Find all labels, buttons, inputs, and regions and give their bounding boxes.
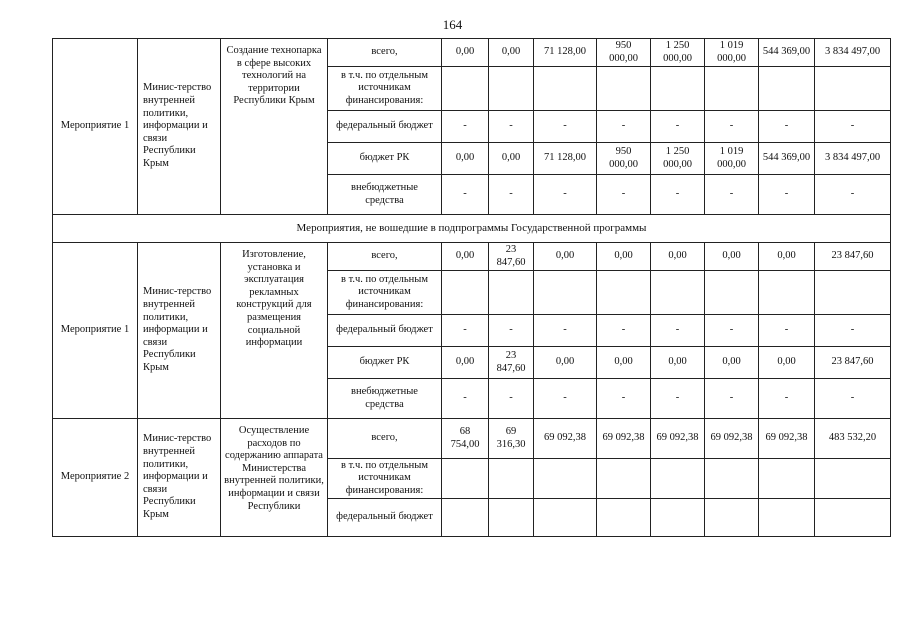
value-cell: - <box>815 175 891 215</box>
value-cell <box>705 271 759 315</box>
value-cell: 3 834 497,00 <box>815 39 891 67</box>
value-cell: 0,00 <box>489 39 534 67</box>
value-cell: - <box>442 111 489 143</box>
value-cell: 950 000,00 <box>597 143 651 175</box>
value-cell: 1 019 000,00 <box>705 39 759 67</box>
value-cell: 0,00 <box>759 243 815 271</box>
value-cell: - <box>705 379 759 419</box>
source-federal-budget: федеральный бюджет <box>328 499 442 537</box>
activity-cell: Мероприятие 1 <box>53 39 138 215</box>
value-cell <box>815 459 891 499</box>
value-cell: 1 250 000,00 <box>651 143 705 175</box>
value-cell: 0,00 <box>489 143 534 175</box>
value-cell: 69 092,38 <box>651 419 705 459</box>
source-rk-budget: бюджет РК <box>328 143 442 175</box>
value-cell: 71 128,00 <box>534 39 597 67</box>
value-cell: 23 847,60 <box>815 243 891 271</box>
value-cell: - <box>815 379 891 419</box>
value-cell: - <box>651 315 705 347</box>
value-cell <box>489 271 534 315</box>
value-cell: - <box>534 175 597 215</box>
value-cell: - <box>759 315 815 347</box>
source-total: всего, <box>328 419 442 459</box>
value-cell: - <box>759 379 815 419</box>
value-cell: - <box>651 379 705 419</box>
source-extrabudgetary: внебюджетные средства <box>328 379 442 419</box>
value-cell: 69 092,38 <box>705 419 759 459</box>
value-cell <box>759 459 815 499</box>
ministry-cell: Минис-терство внутренней политики, информации и связи Республики Крым <box>138 243 221 419</box>
value-cell: 68 754,00 <box>442 419 489 459</box>
value-cell <box>759 67 815 111</box>
value-cell <box>534 67 597 111</box>
value-cell: 483 532,20 <box>815 419 891 459</box>
value-cell <box>705 459 759 499</box>
value-cell <box>534 499 597 537</box>
value-cell: - <box>597 315 651 347</box>
value-cell: 23 847,60 <box>815 347 891 379</box>
value-cell: - <box>489 379 534 419</box>
value-cell: - <box>489 175 534 215</box>
value-cell: 0,00 <box>442 347 489 379</box>
value-cell <box>534 271 597 315</box>
value-cell: - <box>759 111 815 143</box>
table-row <box>53 39 891 67</box>
value-cell <box>489 459 534 499</box>
value-cell <box>442 459 489 499</box>
value-cell: 0,00 <box>705 347 759 379</box>
value-cell: 0,00 <box>534 243 597 271</box>
value-cell <box>489 499 534 537</box>
value-cell: 69 092,38 <box>534 419 597 459</box>
source-breakdown: в т.ч. по отдельным источникам финансирования: <box>328 67 442 111</box>
table-body <box>53 39 891 537</box>
value-cell <box>759 271 815 315</box>
value-cell: - <box>651 111 705 143</box>
value-cell: 0,00 <box>442 143 489 175</box>
source-rk-budget: бюджет РК <box>328 347 442 379</box>
value-cell: 1 019 000,00 <box>705 143 759 175</box>
value-cell: - <box>815 315 891 347</box>
value-cell <box>442 271 489 315</box>
value-cell: - <box>705 315 759 347</box>
value-cell <box>651 499 705 537</box>
value-cell <box>597 459 651 499</box>
value-cell: 69 316,30 <box>489 419 534 459</box>
value-cell: - <box>597 175 651 215</box>
value-cell: - <box>705 111 759 143</box>
value-cell <box>534 459 597 499</box>
table-row <box>53 419 891 459</box>
section-heading: Мероприятия, не вошедшие в подпрограммы Государственной программы <box>53 215 891 243</box>
budget-table <box>52 38 891 537</box>
description-cell: Создание технопарка в сфере высоких технологий на территории Республики Крым <box>221 39 328 215</box>
value-cell: - <box>442 379 489 419</box>
value-cell: 69 092,38 <box>597 419 651 459</box>
source-breakdown: в т.ч. по отдельным источникам финансирования: <box>328 271 442 315</box>
value-cell: 1 250 000,00 <box>651 39 705 67</box>
value-cell: - <box>815 111 891 143</box>
page-number: 164 <box>442 17 463 32</box>
value-cell: - <box>534 379 597 419</box>
ministry-cell: Минис-терство внутренней политики, информации и связи Республики Крым <box>138 419 221 537</box>
value-cell <box>442 67 489 111</box>
value-cell: 23 847,60 <box>489 347 534 379</box>
value-cell: - <box>489 315 534 347</box>
value-cell: 0,00 <box>759 347 815 379</box>
value-cell: - <box>759 175 815 215</box>
source-federal-budget: федеральный бюджет <box>328 111 442 143</box>
value-cell: 0,00 <box>651 243 705 271</box>
value-cell: 3 834 497,00 <box>815 143 891 175</box>
value-cell: - <box>651 175 705 215</box>
value-cell: 0,00 <box>705 243 759 271</box>
value-cell: 950 000,00 <box>597 39 651 67</box>
section-row <box>53 215 891 243</box>
value-cell: 23 847,60 <box>489 243 534 271</box>
value-cell <box>597 271 651 315</box>
value-cell <box>759 499 815 537</box>
value-cell <box>815 499 891 537</box>
value-cell: - <box>597 379 651 419</box>
value-cell: 0,00 <box>442 243 489 271</box>
source-federal-budget: федеральный бюджет <box>328 315 442 347</box>
description-cell: Изготовление, установка и эксплуатация рекламных конструкций для размещения социальной информации <box>221 243 328 419</box>
value-cell: - <box>442 315 489 347</box>
value-cell: 0,00 <box>597 347 651 379</box>
source-extrabudgetary: внебюджетные средства <box>328 175 442 215</box>
value-cell: 0,00 <box>651 347 705 379</box>
description-cell: Осуществление расходов по содержанию аппарата Министерства внутренней политики, информации и связи Республики <box>221 419 328 537</box>
value-cell: - <box>442 175 489 215</box>
value-cell: 544 369,00 <box>759 143 815 175</box>
value-cell: 71 128,00 <box>534 143 597 175</box>
value-cell: 69 092,38 <box>759 419 815 459</box>
value-cell <box>705 499 759 537</box>
value-cell: - <box>597 111 651 143</box>
value-cell: - <box>705 175 759 215</box>
value-cell <box>442 499 489 537</box>
value-cell: - <box>534 315 597 347</box>
activity-cell: Мероприятие 2 <box>53 419 138 537</box>
source-breakdown: в т.ч. по отдельным источникам финансирования: <box>328 459 442 499</box>
value-cell: - <box>534 111 597 143</box>
value-cell <box>815 271 891 315</box>
value-cell <box>651 271 705 315</box>
value-cell <box>597 67 651 111</box>
source-total: всего, <box>328 39 442 67</box>
value-cell: - <box>489 111 534 143</box>
value-cell <box>651 459 705 499</box>
value-cell <box>705 67 759 111</box>
table-row <box>53 243 891 271</box>
value-cell <box>597 499 651 537</box>
value-cell: 0,00 <box>442 39 489 67</box>
activity-cell: Мероприятие 1 <box>53 243 138 419</box>
source-total: всего, <box>328 243 442 271</box>
value-cell <box>815 67 891 111</box>
value-cell: 0,00 <box>597 243 651 271</box>
ministry-cell: Минис-терство внутренней политики, информации и связи Республики Крым <box>138 39 221 215</box>
value-cell <box>651 67 705 111</box>
value-cell: 0,00 <box>534 347 597 379</box>
value-cell <box>489 67 534 111</box>
value-cell: 544 369,00 <box>759 39 815 67</box>
